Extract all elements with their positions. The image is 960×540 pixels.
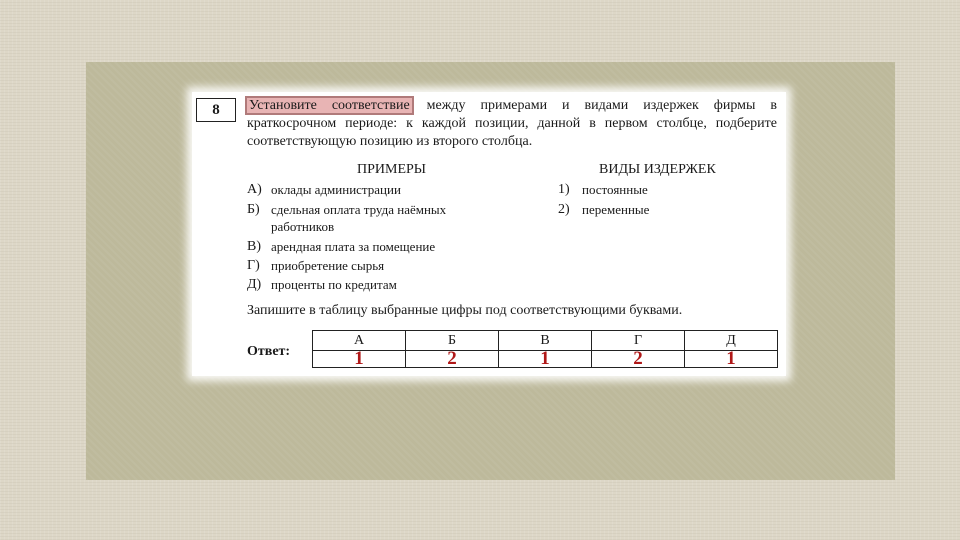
answer-letter-cell: Б (406, 331, 499, 351)
cost-types-heading: ВИДЫ ИЗДЕРЖЕК (599, 162, 716, 177)
highlighted-phrase: Установите соответствие (249, 98, 410, 113)
answer-letter-cell: А (313, 331, 406, 351)
example-marker: Б) (247, 202, 260, 217)
answer-label: Ответ: (247, 344, 291, 359)
answer-letter-cell: Д (685, 331, 778, 351)
cost-type-text: переменные (582, 202, 650, 217)
cost-type-marker: 1) (558, 182, 570, 197)
answer-digit-cell[interactable]: 2 (592, 351, 685, 368)
cost-type-marker: 2) (558, 202, 570, 217)
exam-task-card (192, 92, 786, 376)
example-marker: В) (247, 239, 261, 254)
task-instruction (247, 97, 777, 151)
task-number-box: 8 (196, 98, 236, 122)
answer-letter-cell: В (499, 331, 592, 351)
answer-letter-cell: Г (592, 331, 685, 351)
answer-digit-cell[interactable]: 2 (406, 351, 499, 368)
example-text: проценты по кредитам (271, 277, 397, 292)
example-marker: Г) (247, 258, 260, 273)
cost-type-text: постоянные (582, 182, 648, 197)
example-marker: А) (247, 182, 262, 197)
examples-heading: ПРИМЕРЫ (357, 162, 427, 177)
answer-digit-cell[interactable]: 1 (499, 351, 592, 368)
answer-digit-cell[interactable]: 1 (685, 351, 778, 368)
answer-table (312, 330, 778, 368)
example-text: арендная плата за помещение (271, 239, 436, 254)
footer-instruction: Запишите в таблицу выбранные цифры под соответствующими буквами. (247, 303, 683, 318)
answer-digit-cell[interactable]: 1 (313, 351, 406, 368)
example-marker: Д) (247, 277, 262, 292)
example-text: сдельная оплата труда наёмных работников (271, 202, 447, 234)
example-text: оклады администрации (271, 182, 401, 197)
answer-digits-row (313, 351, 778, 368)
example-text: приобретение сырья (271, 258, 385, 273)
instruction-text: между примерами и видами издержек фирмы в краткосрочном периоде: к каждой позиции, данной в первом столбце, подберите соответствующую позицию из второго столбца. (247, 98, 777, 149)
